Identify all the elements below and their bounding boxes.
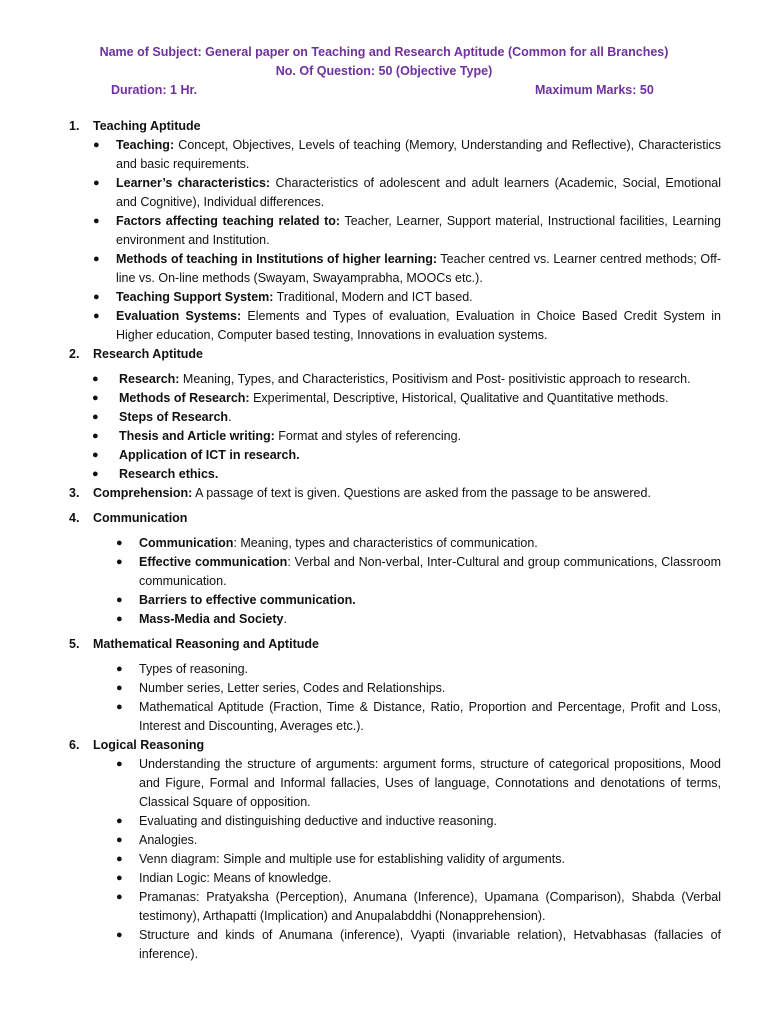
list-item	[92, 446, 721, 465]
bullet-icon: ●	[116, 613, 123, 625]
bullet-icon: ●	[116, 537, 123, 549]
list-item	[116, 698, 721, 736]
bullet-icon: ●	[92, 411, 99, 423]
item-text: Meaning, Types, and Characteristics, Positivism and Post- positivistic approach to research.	[179, 372, 691, 386]
item-term: Thesis and Article writing:	[119, 429, 275, 443]
item-term: Research:	[119, 372, 180, 386]
section-heading	[0, 736, 721, 755]
bullet-icon: ●	[92, 449, 99, 461]
section-text: A passage of text is given. Questions are asked from the passage to be answered.	[192, 486, 651, 500]
item-text: Structure and kinds of Anumana (inference), Vyapti (invariable relation), Hetvabhasas (fallacies of inference).	[139, 928, 721, 961]
section-number: 5.	[69, 637, 80, 651]
list-item	[92, 408, 721, 427]
section-number: 2.	[69, 347, 80, 361]
section-1-list	[0, 136, 768, 345]
section-title: Communication	[93, 511, 188, 525]
item-term: Steps of Research	[119, 410, 229, 424]
bullet-icon: ●	[116, 663, 123, 675]
item-term: Barriers to effective communication.	[139, 593, 356, 607]
max-marks-label: Maximum Marks: 50	[535, 83, 654, 97]
item-term: Mass-Media and Society	[139, 612, 284, 626]
list-item	[93, 212, 721, 250]
item-text: Mathematical Aptitude (Fraction, Time & Distance, Ratio, Proportion and Percentage, Profit and Loss, Interest and Discounting, Averages etc.).	[139, 700, 721, 733]
section-number: 4.	[69, 511, 80, 525]
section-heading	[0, 484, 721, 503]
bullet-icon: ●	[116, 853, 123, 865]
duration-label: Duration: 1 Hr.	[111, 83, 198, 97]
section-number: 6.	[69, 738, 80, 752]
list-item	[116, 926, 721, 964]
list-item	[116, 660, 721, 679]
list-item	[92, 370, 721, 389]
item-text: : Meaning, types and characteristics of communication.	[233, 536, 538, 550]
item-term: Methods of Research:	[119, 391, 250, 405]
bullet-icon: ●	[93, 215, 100, 227]
bullet-icon: ●	[116, 556, 123, 568]
bullet-icon: ●	[116, 891, 123, 903]
item-term: Teaching:	[116, 138, 175, 152]
item-term: Teaching Support System:	[116, 290, 274, 304]
item-term: Factors affecting teaching related to:	[116, 214, 341, 228]
list-item	[116, 679, 721, 698]
list-item	[92, 465, 721, 484]
section-heading	[0, 635, 721, 654]
question-count: No. Of Question: 50 (Objective Type)	[275, 64, 493, 78]
item-text: Pramanas: Pratyaksha (Perception), Anumana (Inference), Upamana (Comparison), Shabda (Verbal testimony), Arthapatti (Implication) and Anupalabddhi (Nonapprehension).	[139, 890, 721, 923]
item-text: Number series, Letter series, Codes and Relationships.	[139, 681, 446, 695]
bullet-icon: ●	[116, 872, 123, 884]
list-item	[93, 288, 721, 307]
section-heading	[0, 345, 721, 364]
section-title: Logical Reasoning	[93, 738, 205, 752]
section-title: Research Aptitude	[93, 347, 203, 361]
bullet-icon: ●	[92, 392, 99, 404]
bullet-icon: ●	[116, 701, 123, 713]
item-text: Traditional, Modern and ICT based.	[273, 290, 473, 304]
list-item	[93, 307, 721, 345]
item-text: Venn diagram: Simple and multiple use for establishing validity of arguments.	[139, 852, 565, 866]
bullet-icon: ●	[92, 373, 99, 385]
section-title: Comprehension:	[93, 486, 193, 500]
document-header	[0, 43, 768, 100]
section-2-list	[0, 370, 768, 484]
bullet-icon: ●	[116, 815, 123, 827]
bullet-icon: ●	[116, 834, 123, 846]
list-item	[116, 591, 721, 610]
bullet-icon: ●	[93, 253, 100, 265]
duration-marks-row	[0, 81, 768, 100]
list-item	[116, 831, 721, 850]
item-text: Teacher, Learner, Support material, Instructional facilities, Learning environment and Institution.	[116, 214, 721, 247]
section-heading	[0, 117, 721, 136]
item-text: Evaluating and distinguishing deductive and inductive reasoning.	[139, 814, 497, 828]
item-term: Methods of teaching in Institutions of higher learning:	[116, 252, 438, 266]
section-title: Teaching Aptitude	[93, 119, 201, 133]
bullet-icon: ●	[93, 291, 100, 303]
item-term: Application of ICT in research.	[119, 448, 300, 462]
item-text: Format and styles of referencing.	[274, 429, 462, 443]
list-item	[116, 534, 721, 553]
list-item	[116, 888, 721, 926]
item-term: Effective communication	[139, 555, 288, 569]
bullet-icon: ●	[92, 430, 99, 442]
section-4-list	[0, 534, 768, 629]
item-text: .	[228, 410, 232, 424]
list-item	[92, 427, 721, 446]
section-number: 3.	[69, 486, 80, 500]
item-text: Indian Logic: Means of knowledge.	[139, 871, 332, 885]
bullet-icon: ●	[93, 139, 100, 151]
list-item	[116, 850, 721, 869]
bullet-icon: ●	[116, 758, 123, 770]
item-text: Experimental, Descriptive, Historical, Qualitative and Quantitative methods.	[249, 391, 669, 405]
subject-title: Name of Subject: General paper on Teaching and Research Aptitude (Common for all Branches)	[99, 45, 669, 59]
item-text: Elements and Types of evaluation, Evaluation in Choice Based Credit System in Higher education, Computer based testing, Innovations in evaluation systems.	[116, 309, 721, 342]
section-number: 1.	[69, 119, 80, 133]
section-heading	[0, 509, 721, 528]
section-6-list	[0, 755, 768, 964]
item-term: Research ethics.	[119, 467, 219, 481]
section-title: Mathematical Reasoning and Aptitude	[93, 637, 319, 651]
list-item	[116, 553, 722, 591]
item-text: : Verbal and Non-verbal, Inter-Cultural and group communications, Classroom communication.	[139, 555, 722, 588]
list-item	[116, 610, 721, 629]
list-item	[116, 869, 721, 888]
list-item	[92, 389, 721, 408]
list-item	[93, 136, 721, 174]
item-text: Understanding the structure of arguments: argument forms, structure of categorical propositions, Mood and Figure, Formal and Informal fallacies, Uses of language, Connotations and denotations of terms, Classical Square of opposition.	[139, 757, 721, 809]
list-item	[116, 755, 721, 812]
list-item	[116, 812, 721, 831]
item-text: .	[283, 612, 287, 626]
item-text: Concept, Objectives, Levels of teaching (Memory, Understanding and Reflective), Characteristics and basic requirements.	[116, 138, 721, 171]
item-text: Teacher centred vs. Learner centred methods; Off-line vs. On-line methods (Swayam, Swayamprabha, MOOCs etc.).	[116, 252, 721, 285]
bullet-icon: ●	[116, 682, 123, 694]
item-text: Types of reasoning.	[139, 662, 249, 676]
item-text: Analogies.	[139, 833, 198, 847]
bullet-icon: ●	[92, 468, 99, 480]
item-term: Communication	[139, 536, 234, 550]
syllabus-content	[0, 117, 768, 964]
section-5-list	[0, 660, 768, 736]
bullet-icon: ●	[116, 929, 123, 941]
bullet-icon: ●	[93, 177, 100, 189]
bullet-icon: ●	[116, 594, 123, 606]
item-text: Characteristics of adolescent and adult learners (Academic, Social, Emotional and Cognitive), Individual differences.	[116, 176, 722, 209]
bullet-icon: ●	[93, 310, 100, 322]
item-term: Learner’s characteristics:	[116, 176, 271, 190]
item-term: Evaluation Systems:	[116, 309, 242, 323]
list-item	[93, 250, 721, 288]
list-item	[93, 174, 722, 212]
